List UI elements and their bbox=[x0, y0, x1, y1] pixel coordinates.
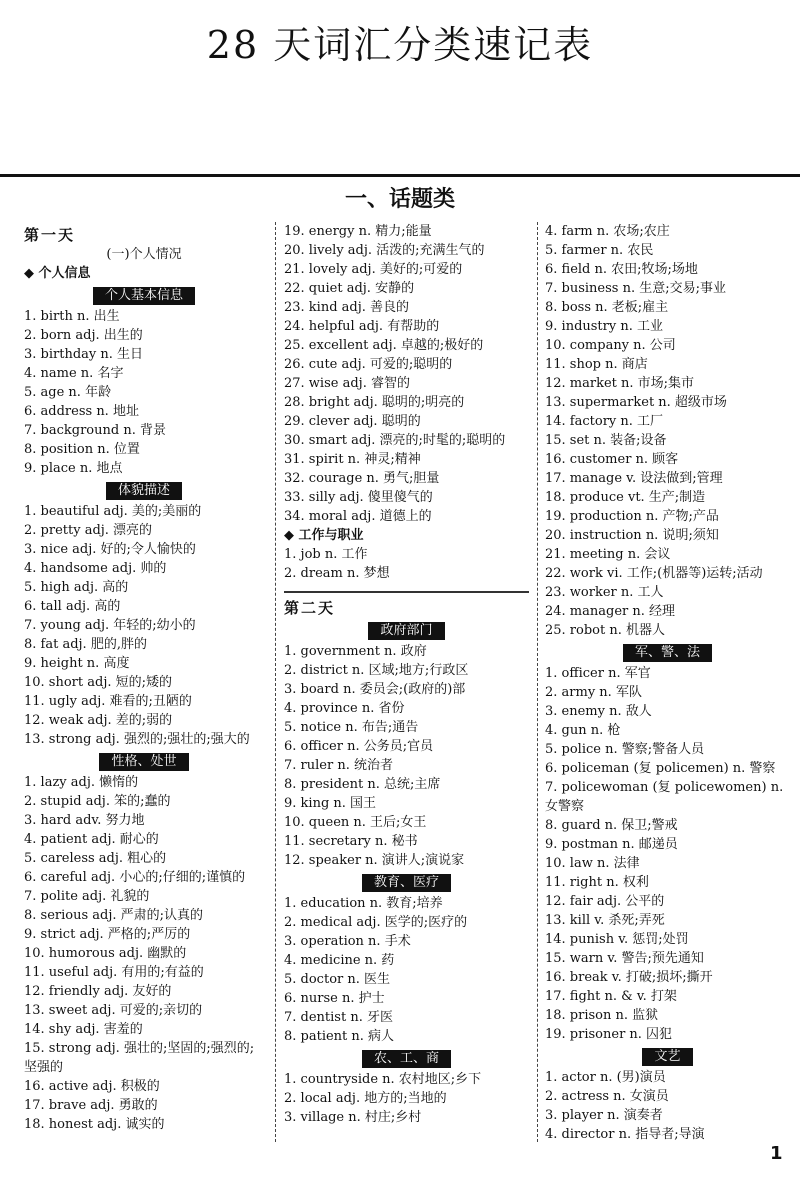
vocab-entry: 6. officer n. 公务员;官员 bbox=[284, 739, 434, 754]
vocab-entry: 5. farmer n. 农民 bbox=[545, 243, 654, 258]
vocab-entry: 12. weak adj. 差的;弱的 bbox=[24, 713, 173, 728]
vocab-entry: 2. stupid adj. 笨的;蠢的 bbox=[24, 794, 171, 809]
vocab-entry: 12. market n. 市场;集市 bbox=[545, 376, 695, 391]
vocab-entry: 14. shy adj. 害羞的 bbox=[24, 1022, 143, 1037]
vocab-entry: 6. tall adj. 高的 bbox=[24, 599, 121, 614]
vocab-entry: 10. humorous adj. 幽默的 bbox=[24, 946, 187, 961]
vocab-entry: 3. birthday n. 生日 bbox=[24, 347, 144, 362]
vocab-entry: 4. handsome adj. 帅的 bbox=[24, 561, 167, 576]
vocab-entry: 14. punish v. 惩罚;处罚 bbox=[545, 932, 689, 947]
vocab-entry: 14. factory n. 工厂 bbox=[545, 414, 664, 429]
vocab-entry: 4. medicine n. 药 bbox=[284, 953, 395, 968]
vocab-entry: 1. countryside n. 农村地区;乡下 bbox=[284, 1072, 482, 1087]
vocab-entry: 5. high adj. 高的 bbox=[24, 580, 129, 595]
vocab-entry: 6. careful adj. 小心的;仔细的;谨慎的 bbox=[24, 870, 246, 885]
category-label-wrapper bbox=[284, 1049, 529, 1068]
page-number: 1 bbox=[770, 1143, 783, 1164]
vocab-entry: 13. supermarket n. 超级市场 bbox=[545, 395, 727, 410]
vocab-entry: 11. useful adj. 有用的;有益的 bbox=[24, 965, 204, 980]
vocab-entry: 16. break v. 打破;损坏;撕开 bbox=[545, 970, 713, 985]
vocab-entry: 5. careless adj. 粗心的 bbox=[24, 851, 167, 866]
vocab-entry: 25. robot n. 机器人 bbox=[545, 623, 665, 638]
subsection-title: (一)个人情况 bbox=[106, 247, 182, 262]
vocab-entry: 27. wise adj. 睿智的 bbox=[284, 376, 410, 391]
vocab-entry: 7. policewoman (复 policewomen) n. 女警察 bbox=[545, 780, 784, 814]
vocab-entry: 1. officer n. 军官 bbox=[545, 666, 651, 681]
category-label-wrapper bbox=[284, 873, 529, 892]
vocab-entry: 11. right n. 权利 bbox=[545, 875, 649, 890]
vocab-entry: 7. business n. 生意;交易;事业 bbox=[545, 281, 726, 296]
vocab-entry: 15. warn v. 警告;预先通知 bbox=[545, 951, 704, 966]
vocab-entry: 8. boss n. 老板;雇主 bbox=[545, 300, 669, 315]
vocab-entry: 28. bright adj. 聪明的;明亮的 bbox=[284, 395, 465, 410]
vocab-entry: 17. manage v. 设法做到;管理 bbox=[545, 471, 723, 486]
vocab-entry: 2. dream n. 梦想 bbox=[284, 566, 390, 581]
vocab-entry: 13. strong adj. 强烈的;强壮的;强大的 bbox=[24, 732, 250, 747]
vocab-entry: 4. name n. 名字 bbox=[24, 366, 124, 381]
category-label-wrapper bbox=[24, 286, 264, 305]
vocab-entry: 15. set n. 装备;设备 bbox=[545, 433, 667, 448]
vocab-entry: 24. manager n. 经理 bbox=[545, 604, 676, 619]
vocab-entry: 1. lazy adj. 懒惰的 bbox=[24, 775, 139, 790]
vocab-entry: 3. board n. 委员会;(政府的)部 bbox=[284, 682, 466, 697]
vocab-entry: 32. courage n. 勇气;胆量 bbox=[284, 471, 440, 486]
category-label-wrapper bbox=[24, 752, 264, 771]
vocab-entry: 23. worker n. 工人 bbox=[545, 585, 664, 600]
vocab-entry: 5. age n. 年龄 bbox=[24, 385, 112, 400]
vocab-entry: 9. postman n. 邮递员 bbox=[545, 837, 678, 852]
vocab-entry: 4. gun n. 枪 bbox=[545, 723, 621, 738]
category-label: 政府部门 bbox=[368, 622, 444, 640]
vocab-entry: 15. strong adj. 强壮的;坚固的;强烈的;坚强的 bbox=[24, 1041, 255, 1075]
vocab-entry: 18. produce vt. 生产;制造 bbox=[545, 490, 706, 505]
category-label: 农、工、商 bbox=[362, 1050, 451, 1068]
vocab-entry: 8. president n. 总统;主席 bbox=[284, 777, 441, 792]
vocab-entry: 3. operation n. 手术 bbox=[284, 934, 411, 949]
vocab-entry: 3. player n. 演奏者 bbox=[545, 1108, 663, 1123]
vocab-entry: 20. lively adj. 活泼的;充满生气的 bbox=[284, 243, 485, 258]
vocab-entry: 8. serious adj. 严肃的;认真的 bbox=[24, 908, 204, 923]
category-label: 教育、医疗 bbox=[362, 874, 451, 892]
vocab-entry: 2. medical adj. 医学的;医疗的 bbox=[284, 915, 468, 930]
vocab-entry: 9. industry n. 工业 bbox=[545, 319, 663, 334]
vocab-entry: 11. ugly adj. 难看的;丑陋的 bbox=[24, 694, 192, 709]
vocab-entry: 3. nice adj. 好的;令人愉快的 bbox=[24, 542, 196, 557]
column-1 bbox=[24, 222, 264, 1134]
vocab-entry: 26. cute adj. 可爱的;聪明的 bbox=[284, 357, 453, 372]
category-label: 性格、处世 bbox=[99, 753, 188, 771]
vocab-entry: 2. district n. 区域;地方;行政区 bbox=[284, 663, 469, 678]
column-divider bbox=[275, 222, 276, 1142]
section-heading: 一、话题类 bbox=[344, 187, 455, 212]
vocab-entry: 18. honest adj. 诚实的 bbox=[24, 1117, 165, 1132]
vocab-entry: 4. province n. 省份 bbox=[284, 701, 405, 716]
vocab-entry: 10. law n. 法律 bbox=[545, 856, 640, 871]
vocab-entry: 7. background n. 背景 bbox=[24, 423, 166, 438]
vocab-entry: 19. energy n. 精力;能量 bbox=[284, 224, 432, 239]
vocab-entry: 8. guard n. 保卫;警戒 bbox=[545, 818, 678, 833]
vocab-entry: 5. doctor n. 医生 bbox=[284, 972, 390, 987]
day-heading: 第二天 bbox=[284, 599, 336, 617]
vocab-entry: 11. secretary n. 秘书 bbox=[284, 834, 418, 849]
vocab-entry: 7. young adj. 年轻的;幼小的 bbox=[24, 618, 196, 633]
vocab-entry: 9. strict adj. 严格的;严厉的 bbox=[24, 927, 191, 942]
vocab-entry: 7. polite adj. 礼貌的 bbox=[24, 889, 150, 904]
vocab-entry: 4. farm n. 农场;农庄 bbox=[545, 224, 670, 239]
vocab-entry: 18. prison n. 监狱 bbox=[545, 1008, 659, 1023]
vocab-entry: 6. nurse n. 护士 bbox=[284, 991, 385, 1006]
vocab-entry: 16. active adj. 积极的 bbox=[24, 1079, 160, 1094]
category-label: 军、警、法 bbox=[623, 644, 712, 662]
vocab-entry: 12. speaker n. 演讲人;演说家 bbox=[284, 853, 465, 868]
vocab-entry: 5. notice n. 布告;通告 bbox=[284, 720, 419, 735]
vocab-entry: 1. education n. 教育;培养 bbox=[284, 896, 443, 911]
vocab-entry: 1. job n. 工作 bbox=[284, 547, 368, 562]
vocab-entry: 17. fight n. & v. 打架 bbox=[545, 989, 677, 1004]
vocab-entry: 21. lovely adj. 美好的;可爱的 bbox=[284, 262, 463, 277]
vocab-entry: 21. meeting n. 会议 bbox=[545, 547, 671, 562]
vocab-entry: 1. actor n. (男)演员 bbox=[545, 1070, 666, 1085]
vocab-entry: 20. instruction n. 说明;须知 bbox=[545, 528, 719, 543]
vocab-entry: 2. actress n. 女演员 bbox=[545, 1089, 669, 1104]
vocab-entry: 22. quiet adj. 安静的 bbox=[284, 281, 415, 296]
title-divider bbox=[0, 174, 800, 177]
vocab-entry: 13. sweet adj. 可爱的;亲切的 bbox=[24, 1003, 203, 1018]
vocab-entry: 10. queen n. 王后;女王 bbox=[284, 815, 427, 830]
category-label: 文艺 bbox=[642, 1048, 692, 1066]
topic-heading: ◆ 工作与职业 bbox=[284, 528, 364, 543]
vocab-entry: 24. helpful adj. 有帮助的 bbox=[284, 319, 440, 334]
vocab-entry: 19. production n. 产物;产品 bbox=[545, 509, 719, 524]
vocab-entry: 9. place n. 地点 bbox=[24, 461, 123, 476]
vocab-entry: 4. patient adj. 耐心的 bbox=[24, 832, 159, 847]
vocab-entry: 6. field n. 农田;牧场;场地 bbox=[545, 262, 698, 277]
vocab-entry: 11. shop n. 商店 bbox=[545, 357, 648, 372]
vocab-entry: 2. local adj. 地方的;当地的 bbox=[284, 1091, 447, 1106]
vocab-entry: 12. friendly adj. 友好的 bbox=[24, 984, 172, 999]
column-2 bbox=[284, 222, 529, 1127]
day-divider bbox=[284, 585, 529, 593]
vocab-entry: 5. police n. 警察;警备人员 bbox=[545, 742, 705, 757]
vocab-entry: 10. short adj. 短的;矮的 bbox=[24, 675, 172, 690]
page-title: 28 天词汇分类速记表 bbox=[206, 23, 594, 67]
vocab-entry: 16. customer n. 顾客 bbox=[545, 452, 679, 467]
vocab-entry: 3. hard adv. 努力地 bbox=[24, 813, 145, 828]
vocab-entry: 17. brave adj. 勇敢的 bbox=[24, 1098, 158, 1113]
vocab-entry: 22. work vi. 工作;(机器等)运转;活动 bbox=[545, 566, 763, 581]
vocab-entry: 9. height n. 高度 bbox=[24, 656, 130, 671]
vocab-entry: 29. clever adj. 聪明的 bbox=[284, 414, 421, 429]
vocab-entry: 3. enemy n. 敌人 bbox=[545, 704, 652, 719]
vocab-entry: 1. beautiful adj. 美的;美丽的 bbox=[24, 504, 202, 519]
category-label: 个人基本信息 bbox=[93, 287, 195, 305]
vocab-entry: 19. prisoner n. 囚犯 bbox=[545, 1027, 673, 1042]
category-label: 体貌描述 bbox=[106, 482, 182, 500]
category-label-wrapper bbox=[545, 643, 790, 662]
vocab-entry: 1. birth n. 出生 bbox=[24, 309, 120, 324]
vocab-entry: 2. pretty adj. 漂亮的 bbox=[24, 523, 153, 538]
column-divider bbox=[537, 222, 538, 1142]
category-label-wrapper bbox=[24, 481, 264, 500]
vocab-entry: 13. kill v. 杀死;弄死 bbox=[545, 913, 665, 928]
vocab-entry: 12. fair adj. 公平的 bbox=[545, 894, 665, 909]
vocab-entry: 9. king n. 国王 bbox=[284, 796, 377, 811]
column-3 bbox=[545, 222, 790, 1144]
vocab-entry: 25. excellent adj. 卓越的;极好的 bbox=[284, 338, 484, 353]
vocab-entry: 30. smart adj. 漂亮的;时髦的;聪明的 bbox=[284, 433, 506, 448]
vocab-entry: 6. address n. 地址 bbox=[24, 404, 139, 419]
vocab-entry: 1. government n. 政府 bbox=[284, 644, 427, 659]
vocab-entry: 31. spirit n. 神灵;精神 bbox=[284, 452, 421, 467]
vocab-entry: 8. fat adj. 肥的,胖的 bbox=[24, 637, 147, 652]
vocab-entry: 33. silly adj. 傻里傻气的 bbox=[284, 490, 433, 505]
category-label-wrapper bbox=[545, 1047, 790, 1066]
vocab-entry: 6. policeman (复 policemen) n. 警察 bbox=[545, 761, 776, 776]
vocab-entry: 2. army n. 军队 bbox=[545, 685, 642, 700]
vocab-entry: 7. dentist n. 牙医 bbox=[284, 1010, 393, 1025]
vocab-entry: 8. patient n. 病人 bbox=[284, 1029, 395, 1044]
vocab-entry: 4. director n. 指导者;导演 bbox=[545, 1127, 705, 1142]
category-label-wrapper bbox=[284, 621, 529, 640]
day-heading: 第一天 bbox=[24, 226, 76, 244]
vocab-entry: 23. kind adj. 善良的 bbox=[284, 300, 410, 315]
vocab-entry: 10. company n. 公司 bbox=[545, 338, 676, 353]
vocab-entry: 7. ruler n. 统治者 bbox=[284, 758, 393, 773]
vocab-entry: 8. position n. 位置 bbox=[24, 442, 140, 457]
vocab-entry: 34. moral adj. 道德上的 bbox=[284, 509, 432, 524]
vocab-entry: 2. born adj. 出生的 bbox=[24, 328, 143, 343]
vocab-entry: 3. village n. 村庄;乡村 bbox=[284, 1110, 422, 1125]
topic-heading: ◆ 个人信息 bbox=[24, 266, 91, 281]
